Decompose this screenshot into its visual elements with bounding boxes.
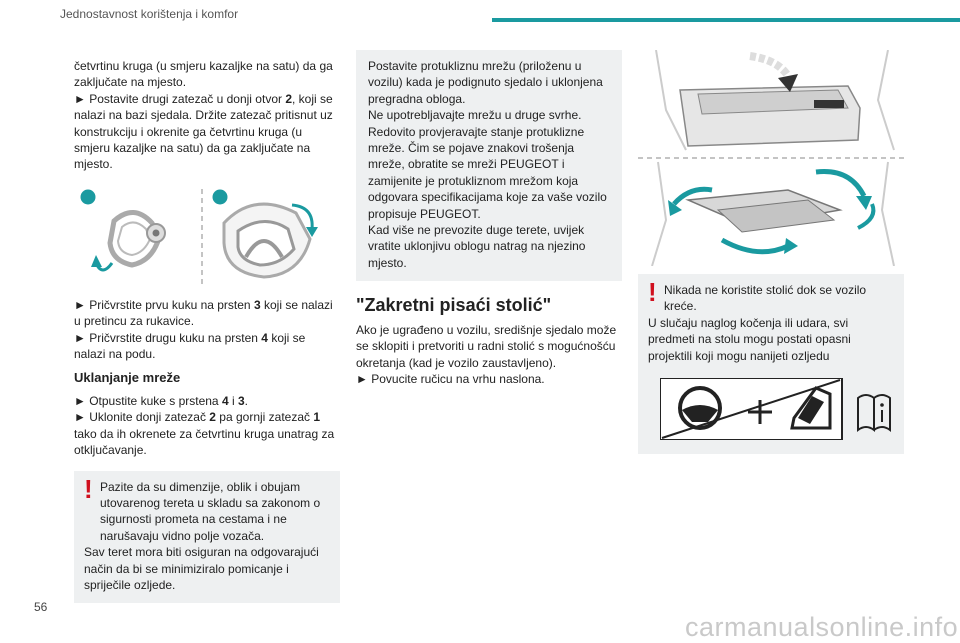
paragraph: ► Povucite ručicu na vrhu naslona. xyxy=(356,371,545,386)
column-3 xyxy=(638,50,904,454)
figure-desk xyxy=(638,50,904,266)
figure-rings xyxy=(74,183,340,291)
watermark: carmanualsonline.info xyxy=(685,612,959,642)
paragraph: ► Pričvrstite prvu kuku na prsten 3 koji se nalazi u pretincu za rukavice. xyxy=(74,297,333,329)
warning-text: Sav teret mora biti osiguran na odgovarajući način da bi se minimiziralo pomicanje i spriječile ozljede. xyxy=(84,545,319,592)
paragraph: četvrtinu kruga (u smjeru kazaljke na satu) da ga zaključate na mjesto. xyxy=(74,59,333,90)
paragraph: Ako je ugrađeno u vozilu, središnje sjedalo može se sklopiti i pretvoriti u radni stolić s mogućnošću okretanja (kad je vozilo zaustavljeno). xyxy=(356,322,617,370)
info-text: Ne upotrebljavajte mrežu u druge svrhe. xyxy=(368,108,582,123)
section-heading: Uklanjanje mreže xyxy=(74,370,181,386)
pictogram-no-desk-while-driving xyxy=(660,378,894,440)
column-2 xyxy=(356,50,622,387)
info-text: Postavite protukliznu mrežu (priloženu u vozilu) kada je podignuto sjedalo i uklonjena pregradna obloga. xyxy=(368,59,603,106)
page-header-title: Jednostavnost korištenja i komfor xyxy=(60,7,239,21)
warning-box xyxy=(74,471,340,604)
page-number: 56 xyxy=(34,600,48,614)
info-text: Kad više ne prevozite duge terete, uvijek vratite uklonjivu oblogu natrag na njezino mjesto. xyxy=(368,223,586,270)
info-text: Redovito provjeravajte stanje protuklizne mreže. Čim se pojave znakovi trošenja mreže, obratite se mreži PEUGEOT i zamijenite je protukliznom mrežom koja odgovara specifikacijama koje za vaše vozilo propisuje PEUGEOT. xyxy=(368,124,607,221)
paragraph: ► Pričvrstite drugu kuku na prsten 4 koji se nalazi na podu. xyxy=(74,330,306,362)
warning-text: Nikada ne koristite stolić dok se vozilo kreće. xyxy=(664,283,867,314)
warning-box xyxy=(638,274,904,454)
warning-text: Pazite da su dimenzije, oblik i obujam utovarenog tereta u skladu sa zakonom o sigurnosti prometa na cestama i ne narušavaju vidno polje vozača. xyxy=(100,479,321,543)
paragraph: ► Postavite drugi zatezač u donji otvor 2, koji se nalazi na bazi sjedala. Držite zatezač pritisnut uz konstrukciju i okrenite ga četvrtinu kruga (u smjeru kazaljke na satu) da ga zaključate na mjesto. xyxy=(74,91,333,172)
column-1 xyxy=(74,58,340,603)
warning-icon: ! xyxy=(648,277,657,307)
info-box xyxy=(356,50,622,281)
warning-text: U slučaju naglog kočenja ili udara, svi predmeti na stolu mogu postati opasni projektili koji mogu nanijeti ozljedu xyxy=(648,315,851,363)
paragraph: ► Otpustite kuke s prstena 4 i 3. xyxy=(74,393,249,408)
section-heading: "Zakretni pisaći stolić" xyxy=(356,295,552,316)
paragraph: ► Uklonite donji zatezač 2 pa gornji zatezač 1 tako da ih okrenete za četvrtinu kruga unatrag za otključavanje. xyxy=(74,410,335,458)
header-accent-bar xyxy=(492,18,960,22)
warning-icon: ! xyxy=(84,473,93,504)
